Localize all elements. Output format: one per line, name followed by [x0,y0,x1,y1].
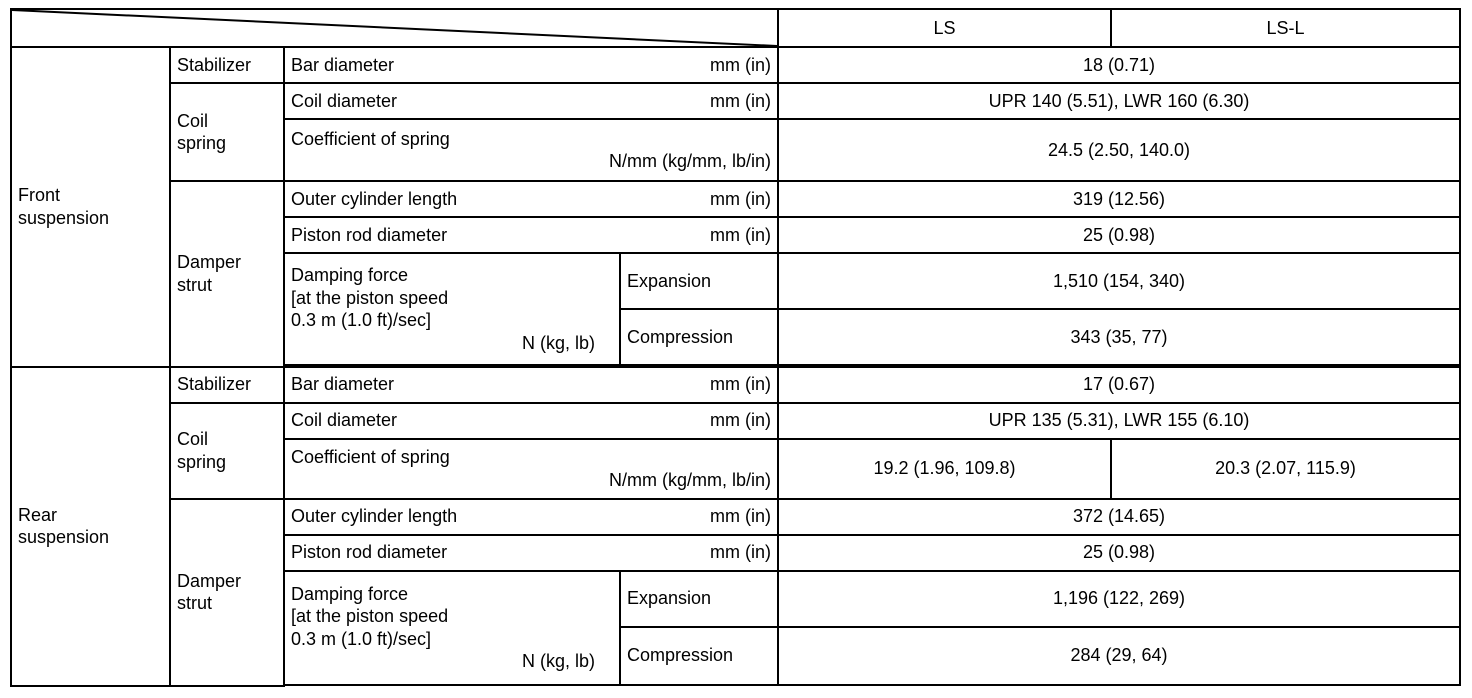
front-coil-coefficient-param: Coefficient of spring N/mm (kg/mm, lb/in) [284,119,778,181]
rear-coil-coefficient-value-ls: 19.2 (1.96, 109.8) [778,439,1111,499]
rear-expansion-label: Expansion [620,571,778,627]
front-coil-coefficient-value: 24.5 (2.50, 140.0) [778,119,1460,181]
rear-coil-coefficient-param: Coefficient of spring N/mm (kg/mm, lb/in) [284,439,778,499]
rear-piston-rod-value: 25 (0.98) [778,535,1460,571]
front-bar-diameter-value: 18 (0.71) [778,47,1460,83]
rear-bar-diameter-value: 17 (0.67) [778,367,1460,403]
diagonal-line [12,10,777,46]
rear-outer-cylinder-value: 372 (14.65) [778,499,1460,535]
table-row [11,367,1460,403]
front-damper-strut-label: Damper strut [170,181,284,367]
header-row [11,9,1460,47]
spec-table [10,8,1461,687]
rear-coil-spring-label: Coil spring [170,403,284,499]
rear-compression-value: 284 (29, 64) [778,627,1460,685]
table-row [11,181,1460,217]
front-stabilizer-label: Stabilizer [170,47,284,83]
rear-bar-diameter-param: Bar diameter mm (in) [284,367,778,403]
rear-outer-cylinder-param: Outer cylinder length mm (in) [284,499,778,535]
header-diagonal-cell [11,9,778,47]
rear-coil-diameter-param: Coil diameter mm (in) [284,403,778,439]
front-coil-diameter-param: Coil diameter mm (in) [284,83,778,119]
rear-piston-rod-param: Piston rod diameter mm (in) [284,535,778,571]
table-row [11,499,1460,535]
rear-expansion-value: 1,196 (122, 269) [778,571,1460,627]
table-row [11,83,1460,119]
front-suspension-label: Front suspension [11,47,170,367]
rear-compression-label: Compression [620,627,778,685]
front-outer-cylinder-value: 319 (12.56) [778,181,1460,217]
front-expansion-value: 1,510 (154, 340) [778,253,1460,309]
table-row [11,403,1460,439]
front-coil-spring-label: Coil spring [170,83,284,181]
front-damping-force-param: Damping force [at the piston speed 0.3 m (1.0 ft)/sec] N (kg, lb) [284,253,620,365]
rear-damping-force-param: Damping force [at the piston speed 0.3 m (1.0 ft)/sec] N (kg, lb) [284,571,620,685]
front-piston-rod-value: 25 (0.98) [778,217,1460,253]
front-expansion-label: Expansion [620,253,778,309]
table-row [11,47,1460,83]
front-coil-diameter-value: UPR 140 (5.51), LWR 160 (6.30) [778,83,1460,119]
rear-damper-strut-label: Damper strut [170,499,284,687]
front-bar-diameter-param: Bar diameter mm (in) [284,47,778,83]
front-outer-cylinder-param: Outer cylinder length mm (in) [284,181,778,217]
column-header-ls-l: LS-L [1111,9,1460,47]
rear-stabilizer-label: Stabilizer [170,367,284,403]
rear-coil-diameter-value: UPR 135 (5.31), LWR 155 (6.10) [778,403,1460,439]
column-header-ls: LS [778,9,1111,47]
front-piston-rod-param: Piston rod diameter mm (in) [284,217,778,253]
front-compression-value: 343 (35, 77) [778,309,1460,365]
rear-suspension-label: Rear suspension [11,367,170,687]
rear-coil-coefficient-value-ls-l: 20.3 (2.07, 115.9) [1111,439,1460,499]
front-compression-label: Compression [620,309,778,365]
